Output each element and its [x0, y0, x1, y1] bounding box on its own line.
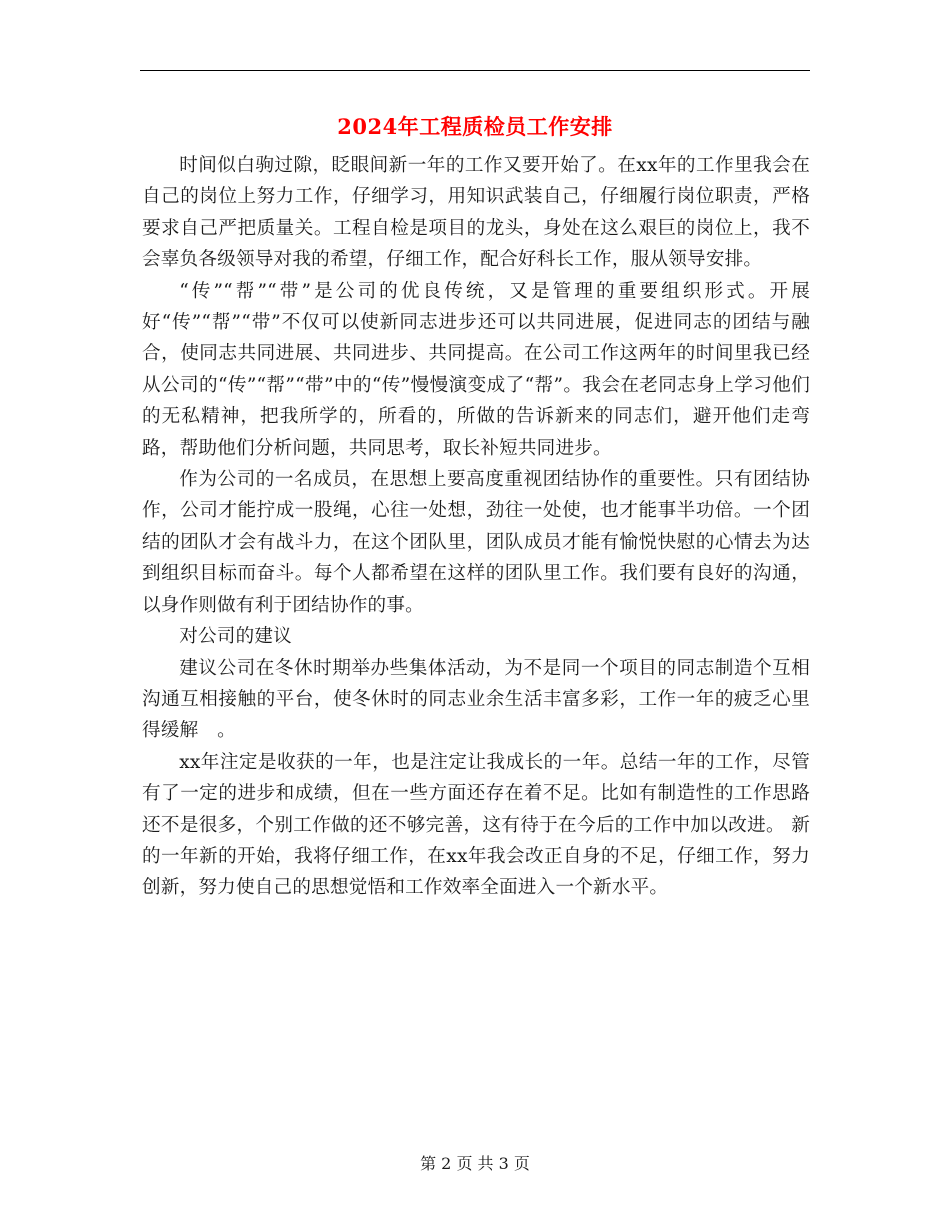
document-body: [142, 150, 810, 904]
paragraph-teamwork: 作为公司的一名成员，在思想上要高度重视团结协作的重要性。只有团结协作，公司才能拧成一股绳，心往一处想，劲往一处使，也才能事半功倍。一个团结的团队才会有战斗力，在这个团队里，团队成员才能有愉悦快慰的心情去为达到组织目标而奋斗。每个人都希望在这样的团队里工作。我们要有良好的沟通，以身作则做有利于团结协作的事。: [142, 469, 810, 616]
paragraph-summary: xx年注定是收获的一年，也是注定让我成长的一年。总结一年的工作，尽管有了一定的进步和成绩，但在一些方面还存在着不足。比如有制造性的工作思路还不是很多，个别工作做的还不够完善，这有待于在今后的工作中加以改进。 新的一年新的开始，我将仔细工作，在xx年我会改正自身的不足，仔细工作，努力创新，努力使自己的思想觉悟和工作效率全面进入一个新水平。: [142, 751, 810, 899]
paragraph-mentoring: “传”“帮”“带”是公司的优良传统，又是管理的重要组织形式。开展好“传”“帮”“带”不仅可以使新同志进步还可以共同进展，促进同志的团结与融合，使同志共同进展、共同进步、共同提高。在公司工作这两年的时间里我已经从公司的“传”“帮”“带”中的“传”慢慢演变成了“帮”。我会在老同志身上学习他们的无私精神，把我所学的，所看的，所做的告诉新来的同志们，避开他们走弯路，帮助他们分析问题，共同思考，取长补短共同进步。: [142, 280, 810, 459]
paragraph-suggestion: 建议公司在冬休时期举办些集体活动，为不是同一个项目的同志制造个互相沟通互相接触的平台，使冬休时的同志业余生活丰富多彩，工作一年的疲乏心里得缓解 。: [142, 657, 810, 742]
document-title: 2024年工程质检员工作安排: [337, 114, 613, 139]
header-rule: [140, 70, 810, 71]
page-number-footer: 第 2 页 共 3 页: [420, 1154, 530, 1173]
section-heading-suggestions: 对公司的建议: [179, 626, 292, 648]
paragraph-intro: 时间似白驹过隙，眨眼间新一年的工作又要开始了。在xx年的工作里我会在自己的岗位上努力工作，仔细学习，用知识武装自己，仔细履行岗位职责，严格要求自己严把质量关。工程自检是项目的龙头，身处在这么艰巨的岗位上，我不会辜负各级领导对我的希望，仔细工作，配合好科长工作，服从领导安排。: [142, 155, 810, 271]
